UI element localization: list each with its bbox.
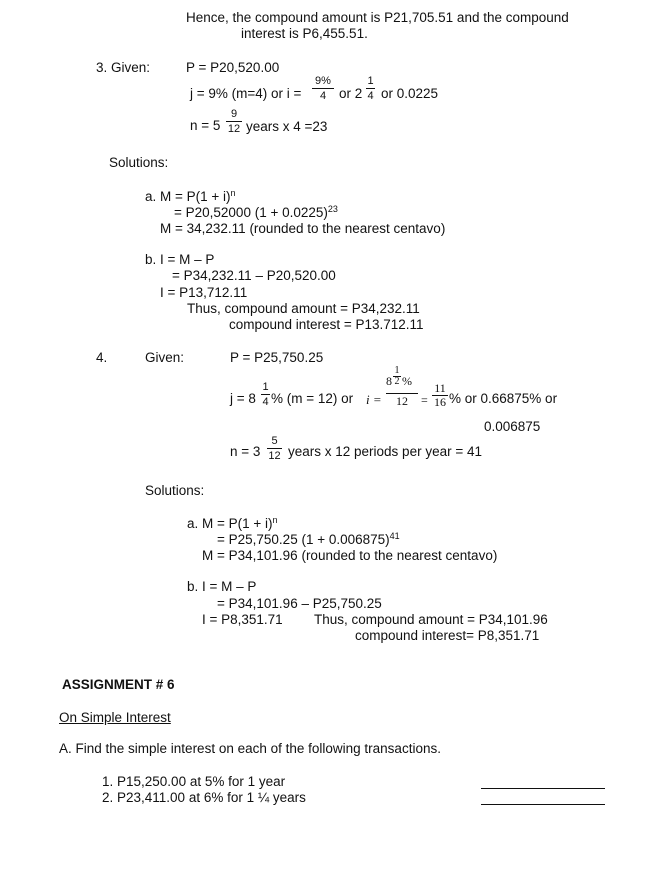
- fraction-denominator: 4: [367, 90, 374, 102]
- mixed-fraction: [393, 366, 401, 387]
- text: a. M = P(1 + i): [145, 189, 231, 204]
- fraction-denominator: 12: [227, 123, 241, 135]
- assignment-item-1: 1. P15,250.00 at 5% for 1 year: [102, 774, 286, 789]
- problem-4-rate-middle: % (m = 12) or: [271, 391, 354, 406]
- problem-4-step-b-3: I = P8,351.71: [202, 612, 283, 627]
- problem-3-solutions-heading: Solutions:: [109, 155, 169, 170]
- text: a. M = P(1 + i): [187, 516, 273, 531]
- fraction-denominator: 12: [268, 450, 281, 462]
- problem-4-given-label: Given:: [145, 350, 185, 365]
- fraction-denominator: 2: [394, 376, 400, 387]
- answer-blank-2[interactable]: [481, 804, 605, 805]
- problem-4-periods-suffix: years x 12 periods per year = 41: [288, 444, 482, 459]
- fraction-numerator: 9: [230, 108, 238, 120]
- problem-4-step-b-4: Thus, compound amount = P34,101.96: [314, 612, 548, 627]
- problem-3-step-a-2: [174, 205, 338, 221]
- exponent: 41: [389, 531, 400, 541]
- problem-3-step-b-2: = P34,232.11 – P20,520.00: [172, 268, 336, 283]
- text: = P25,750.25 (1 + 0.006875): [217, 532, 390, 547]
- problem-4-rate-mixed-fraction: [261, 381, 270, 408]
- problem-3-step-b-4: Thus, compound amount = P34,232.11: [187, 301, 420, 316]
- fraction-numerator: 1: [367, 75, 374, 87]
- problem-3-number: 3. Given:: [96, 60, 151, 75]
- problem-4-number: 4.: [96, 350, 108, 365]
- exponent: n: [230, 188, 236, 198]
- fraction-denominator: 12: [396, 394, 408, 408]
- problem-4-solutions-heading: Solutions:: [145, 483, 205, 498]
- intro-line-1: Hence, the compound amount is P21,705.51 and the compound: [186, 10, 569, 25]
- fraction-bar: [312, 88, 334, 89]
- answer-blank-1[interactable]: [481, 788, 605, 789]
- problem-3-rate-prefix: j = 9% (m=4) or i =: [190, 86, 302, 101]
- problem-3-step-b-3: I = P13,712.11: [160, 285, 248, 300]
- equals-sign: =: [421, 393, 428, 407]
- fraction-numerator: [386, 366, 418, 393]
- fraction-bar: [267, 448, 282, 449]
- text: = P20,52000 (1 + 0.0225): [174, 205, 328, 220]
- problem-3-periods-prefix: n = 5: [190, 118, 221, 133]
- fraction-denominator: 16: [434, 395, 446, 409]
- problem-3-step-a-3: M = 34,232.11 (rounded to the nearest centavo): [160, 221, 446, 236]
- assignment-item-2: 2. P23,411.00 at 6% for 1 ¼ years: [102, 790, 306, 805]
- problem-4-rate-decimal-2: 0.006875: [484, 419, 541, 434]
- problem-4-periods-fraction: [267, 435, 282, 462]
- problem-3-step-b-5: compound interest = P13.712.11: [229, 317, 424, 332]
- problem-4-step-b-1: b. I = M – P: [187, 579, 257, 594]
- fraction-denominator: 4: [319, 90, 327, 102]
- problem-3-rate-mixed-fraction: [366, 75, 375, 102]
- problem-4-step-b-5: compound interest= P8,351.71: [355, 628, 540, 643]
- assignment-title: ASSIGNMENT # 6: [62, 677, 175, 692]
- problem-4-periods-prefix: n = 3: [230, 444, 261, 459]
- problem-4-i-label: i =: [366, 392, 382, 407]
- assignment-subtitle: On Simple Interest: [59, 710, 171, 725]
- percent-sign: %: [402, 374, 412, 388]
- problem-4-step-a-3: M = P34,101.96 (rounded to the nearest centavo): [202, 548, 498, 563]
- problem-4-step-a-2: [217, 532, 400, 548]
- fraction-numerator: 9%: [315, 75, 331, 87]
- exponent: 23: [327, 204, 338, 214]
- intro-line-2: interest is P6,455.51.: [241, 26, 368, 41]
- problem-4-step-a-1: [187, 516, 278, 532]
- fraction-bar: [366, 88, 375, 89]
- problem-4-rate-decimal: % or 0.66875% or: [449, 391, 558, 406]
- assignment-instruction: A. Find the simple interest on each of the following transactions.: [59, 741, 441, 756]
- problem-3-periods-suffix: years x 4 =23: [246, 119, 328, 134]
- problem-4-principal: P = P25,750.25: [230, 350, 324, 365]
- fraction-bar: [261, 394, 270, 395]
- problem-3-rate-or: or 2: [339, 86, 363, 101]
- fraction-numerator: 1: [394, 365, 400, 376]
- problem-3-step-a-1: [145, 189, 236, 205]
- problem-3-rate-fraction: [312, 75, 334, 102]
- fraction-bar: [226, 121, 242, 122]
- problem-3-periods-fraction: [226, 108, 242, 135]
- exponent: n: [272, 515, 278, 525]
- problem-3-rate-decimal: or 0.0225: [381, 86, 439, 101]
- fraction-numerator: 1: [262, 381, 269, 393]
- problem-4-i-complex-fraction: [386, 366, 418, 409]
- problem-4-step-b-2: = P34,101.96 – P25,750.25: [217, 596, 382, 611]
- fraction-denominator: 4: [262, 396, 269, 408]
- problem-4-rate-fraction: [432, 382, 448, 409]
- problem-3-step-b-1: b. I = M – P: [145, 252, 215, 267]
- fraction-numerator: 11: [434, 381, 446, 395]
- whole-number: 8: [386, 374, 392, 388]
- fraction-numerator: 5: [271, 435, 278, 447]
- problem-3-principal: P = P20,520.00: [186, 60, 280, 75]
- problem-4-rate-prefix: j = 8: [230, 391, 256, 406]
